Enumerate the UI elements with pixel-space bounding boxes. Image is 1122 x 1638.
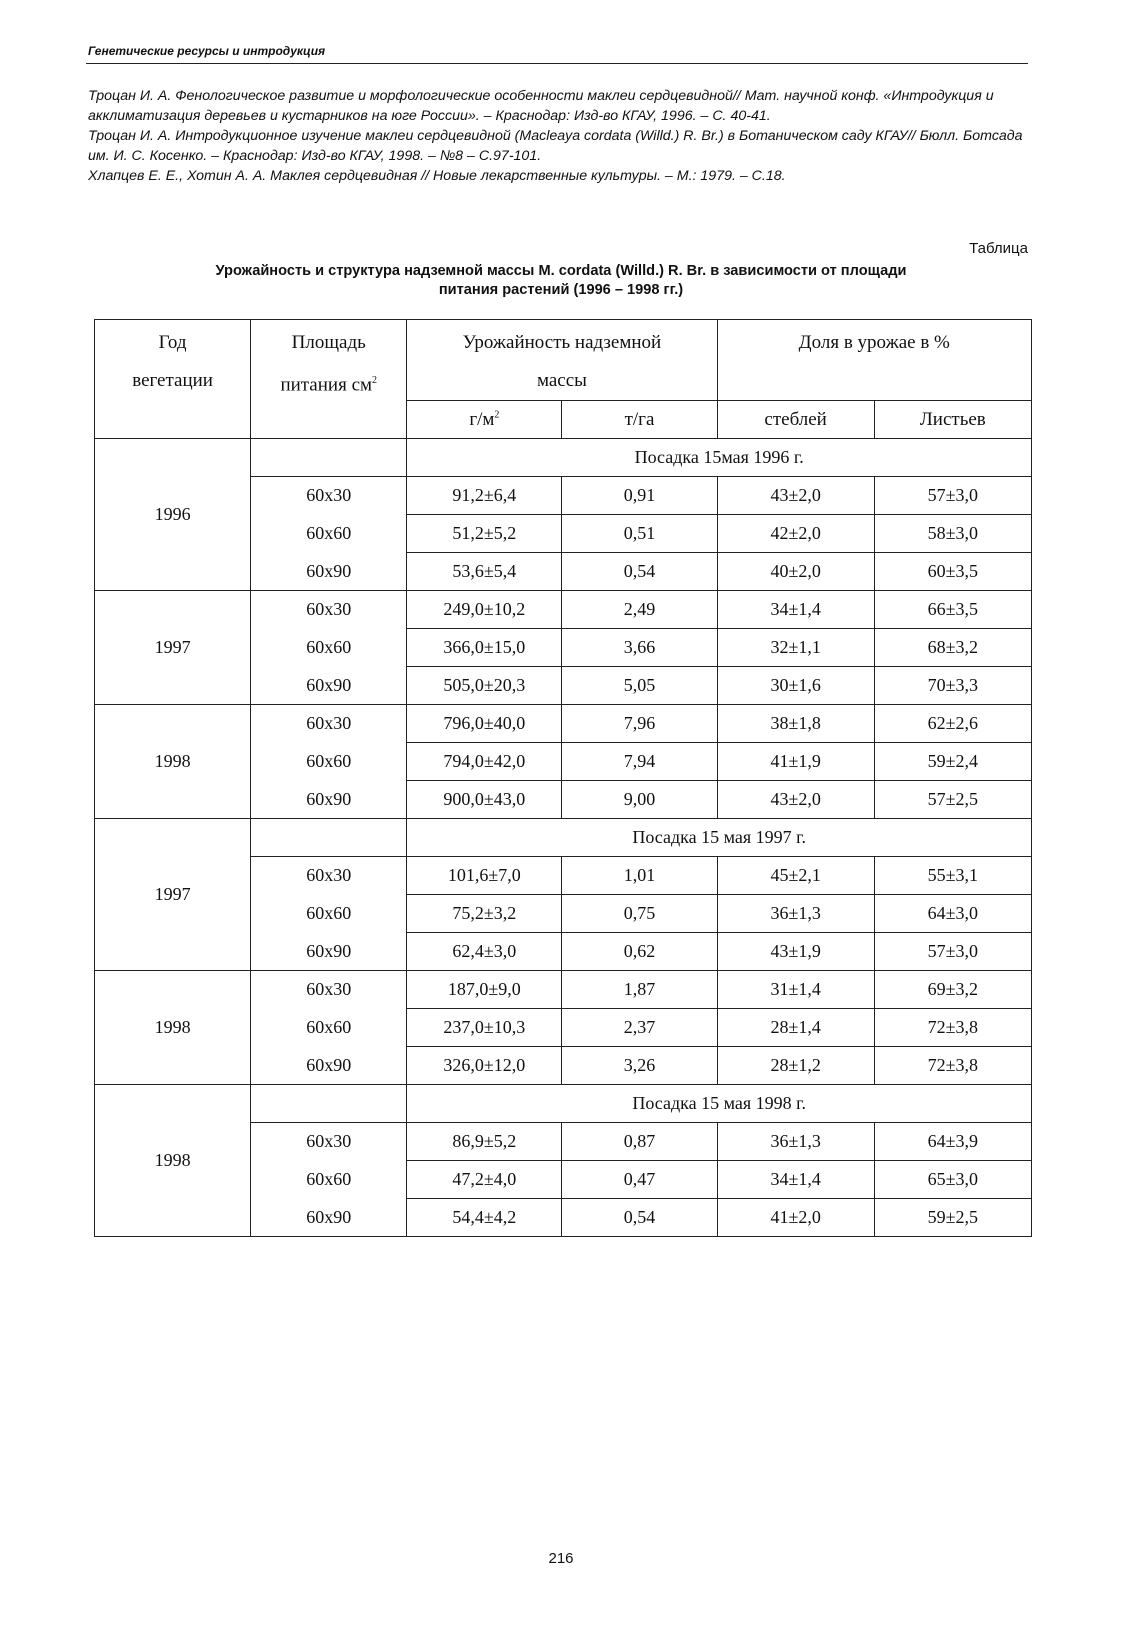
leaves-share-cell: 57±2,5 xyxy=(874,781,1031,819)
area-cell: 60x30 xyxy=(251,591,407,629)
stems-share-cell: 43±1,9 xyxy=(717,933,874,971)
area-cell: 60x90 xyxy=(251,553,407,591)
leaves-share-cell: 60±3,5 xyxy=(874,553,1031,591)
yield-tha-cell: 3,26 xyxy=(562,1047,717,1085)
leaves-share-cell: 59±2,4 xyxy=(874,743,1031,781)
stems-share-cell: 30±1,6 xyxy=(717,667,874,705)
table-row xyxy=(95,705,1032,743)
yield-gm2-cell: 47,2±4,0 xyxy=(407,1161,562,1199)
header-t-ha: т/га xyxy=(562,401,717,439)
leaves-share-cell: 58±3,0 xyxy=(874,515,1031,553)
year-cell: 1997 xyxy=(95,819,251,971)
stems-share-cell: 43±2,0 xyxy=(717,477,874,515)
year-cell: 1996 xyxy=(95,439,251,591)
yield-tha-cell: 7,96 xyxy=(562,705,717,743)
area-cell-empty xyxy=(251,1085,407,1123)
header-area xyxy=(251,320,407,439)
header-text: Год xyxy=(158,332,187,353)
yield-tha-cell: 1,87 xyxy=(562,971,717,1009)
reference-item: Троцан И. А. Интродукционное изучение маклеи сердцевидной (Macleaya cordata (Willd.) R. Br.) в Ботаническом саду КГАУ// Бюлл. Ботсада им. И. С. Косенко. – Краснодар: Изд-во КГАУ, 1998. – №8 – С.97-101. xyxy=(88,128,1023,164)
planting-row xyxy=(95,819,1032,857)
header-g-m2 xyxy=(407,401,562,439)
yield-tha-cell: 0,47 xyxy=(562,1161,717,1199)
year-cell: 1998 xyxy=(95,971,251,1085)
planting-label: Посадка 15 мая 1998 г. xyxy=(407,1085,1032,1123)
stems-share-cell: 36±1,3 xyxy=(717,895,874,933)
area-cell: 60x30 xyxy=(251,1123,407,1161)
header-year xyxy=(95,320,251,439)
planting-row xyxy=(95,439,1032,477)
stems-share-cell: 42±2,0 xyxy=(717,515,874,553)
leaves-share-cell: 57±3,0 xyxy=(874,933,1031,971)
yield-gm2-cell: 62,4±3,0 xyxy=(407,933,562,971)
yield-tha-cell: 0,51 xyxy=(562,515,717,553)
yield-gm2-cell: 91,2±6,4 xyxy=(407,477,562,515)
reference-item: Хлапцев Е. Е., Хотин А. А. Маклея сердцевидная // Новые лекарственные культуры. – М.: 1979. – С.18. xyxy=(88,168,786,184)
yield-gm2-cell: 54,4±4,2 xyxy=(407,1199,562,1237)
header-share xyxy=(717,320,1031,401)
header-text: массы xyxy=(536,370,587,391)
header-text xyxy=(251,362,406,404)
stems-share-cell: 36±1,3 xyxy=(717,1123,874,1161)
stems-share-cell: 34±1,4 xyxy=(717,591,874,629)
leaves-share-cell: 65±3,0 xyxy=(874,1161,1031,1199)
stems-share-cell: 28±1,4 xyxy=(717,1009,874,1047)
yield-gm2-cell: 326,0±12,0 xyxy=(407,1047,562,1085)
area-cell: 60x30 xyxy=(251,857,407,895)
stems-share-cell: 41±2,0 xyxy=(717,1199,874,1237)
yield-gm2-cell: 75,2±3,2 xyxy=(407,895,562,933)
stems-share-cell: 38±1,8 xyxy=(717,705,874,743)
area-cell-empty xyxy=(251,439,407,477)
yield-gm2-cell: 237,0±10,3 xyxy=(407,1009,562,1047)
area-cell: 60x60 xyxy=(251,1161,407,1199)
leaves-share-cell: 66±3,5 xyxy=(874,591,1031,629)
yield-tha-cell: 0,62 xyxy=(562,933,717,971)
planting-label: Посадка 15мая 1996 г. xyxy=(407,439,1032,477)
yield-tha-cell: 1,01 xyxy=(562,857,717,895)
stems-share-cell: 40±2,0 xyxy=(717,553,874,591)
table-row xyxy=(95,971,1032,1009)
yield-table xyxy=(94,319,1032,1237)
planting-label: Посадка 15 мая 1997 г. xyxy=(407,819,1032,857)
yield-gm2-cell: 505,0±20,3 xyxy=(407,667,562,705)
header-stems: стеблей xyxy=(717,401,874,439)
area-cell: 60x90 xyxy=(251,1199,407,1237)
yield-gm2-cell: 900,0±43,0 xyxy=(407,781,562,819)
stems-share-cell: 41±1,9 xyxy=(717,743,874,781)
yield-gm2-cell: 366,0±15,0 xyxy=(407,629,562,667)
leaves-share-cell: 59±2,5 xyxy=(874,1199,1031,1237)
area-cell: 60x90 xyxy=(251,933,407,971)
caption-line: питания растений (1996 – 1998 гг.) xyxy=(438,282,684,298)
header-leaves: Листьев xyxy=(874,401,1031,439)
header-yield xyxy=(407,320,717,401)
header-rule xyxy=(86,63,1028,64)
yield-table-body xyxy=(95,320,1032,1237)
yield-tha-cell: 2,37 xyxy=(562,1009,717,1047)
stems-share-cell: 28±1,2 xyxy=(717,1047,874,1085)
page-number: 216 xyxy=(548,1550,574,1567)
header-text: вегетации xyxy=(132,370,213,391)
header-text: г/м xyxy=(469,408,495,430)
area-cell: 60x60 xyxy=(251,515,407,553)
table-caption xyxy=(94,262,1028,300)
header-text: Площадь xyxy=(291,332,366,353)
header-text: Урожайность надземной xyxy=(462,332,662,353)
reference-item: Троцан И. А. Фенологическое развитие и морфологические особенности маклеи сердцевидной// Мат. научной конф. «Интродукция и акклиматизация деревьев и кустарников на юге России». – Краснодар: Изд-во КГАУ, 1996. – С. 40-41. xyxy=(88,88,994,124)
yield-gm2-cell: 51,2±5,2 xyxy=(407,515,562,553)
superscript: 2 xyxy=(494,409,500,421)
superscript: 2 xyxy=(372,375,378,386)
yield-tha-cell: 0,54 xyxy=(562,553,717,591)
area-cell: 60x60 xyxy=(251,1009,407,1047)
leaves-share-cell: 55±3,1 xyxy=(874,857,1031,895)
yield-gm2-cell: 249,0±10,2 xyxy=(407,591,562,629)
area-cell: 60x30 xyxy=(251,971,407,1009)
leaves-share-cell: 72±3,8 xyxy=(874,1009,1031,1047)
table-row xyxy=(95,591,1032,629)
year-cell: 1998 xyxy=(95,1085,251,1237)
stems-share-cell: 32±1,1 xyxy=(717,629,874,667)
area-cell: 60x90 xyxy=(251,1047,407,1085)
yield-tha-cell: 0,91 xyxy=(562,477,717,515)
table-header-row xyxy=(95,320,1032,401)
stems-share-cell: 31±1,4 xyxy=(717,971,874,1009)
yield-tha-cell: 0,75 xyxy=(562,895,717,933)
area-cell: 60x90 xyxy=(251,781,407,819)
header-text: Доля в урожае в % xyxy=(798,332,950,353)
area-cell-empty xyxy=(251,819,407,857)
area-cell: 60x60 xyxy=(251,895,407,933)
area-cell: 60x30 xyxy=(251,477,407,515)
leaves-share-cell: 57±3,0 xyxy=(874,477,1031,515)
yield-tha-cell: 7,94 xyxy=(562,743,717,781)
leaves-share-cell: 68±3,2 xyxy=(874,629,1031,667)
yield-tha-cell: 5,05 xyxy=(562,667,717,705)
header-text: питания см xyxy=(280,374,373,396)
leaves-share-cell: 62±2,6 xyxy=(874,705,1031,743)
year-cell: 1998 xyxy=(95,705,251,819)
area-cell: 60x60 xyxy=(251,743,407,781)
stems-share-cell: 43±2,0 xyxy=(717,781,874,819)
yield-gm2-cell: 86,9±5,2 xyxy=(407,1123,562,1161)
area-cell: 60x60 xyxy=(251,629,407,667)
area-cell: 60x30 xyxy=(251,705,407,743)
references xyxy=(88,86,1030,186)
yield-gm2-cell: 187,0±9,0 xyxy=(407,971,562,1009)
area-cell: 60x90 xyxy=(251,667,407,705)
stems-share-cell: 34±1,4 xyxy=(717,1161,874,1199)
leaves-share-cell: 72±3,8 xyxy=(874,1047,1031,1085)
planting-row xyxy=(95,1085,1032,1123)
leaves-share-cell: 64±3,9 xyxy=(874,1123,1031,1161)
caption-line: Урожайность и структура надземной массы M. cordata (Willd.) R. Br. в зависимости от площади xyxy=(215,263,907,279)
running-head: Генетические ресурсы и интродукция xyxy=(88,44,326,58)
yield-tha-cell: 0,87 xyxy=(562,1123,717,1161)
yield-gm2-cell: 796,0±40,0 xyxy=(407,705,562,743)
yield-gm2-cell: 794,0±42,0 xyxy=(407,743,562,781)
leaves-share-cell: 69±3,2 xyxy=(874,971,1031,1009)
yield-tha-cell: 3,66 xyxy=(562,629,717,667)
yield-gm2-cell: 101,6±7,0 xyxy=(407,857,562,895)
leaves-share-cell: 64±3,0 xyxy=(874,895,1031,933)
yield-gm2-cell: 53,6±5,4 xyxy=(407,553,562,591)
yield-tha-cell: 0,54 xyxy=(562,1199,717,1237)
yield-tha-cell: 2,49 xyxy=(562,591,717,629)
leaves-share-cell: 70±3,3 xyxy=(874,667,1031,705)
table-label: Таблица xyxy=(969,240,1028,257)
stems-share-cell: 45±2,1 xyxy=(717,857,874,895)
year-cell: 1997 xyxy=(95,591,251,705)
yield-tha-cell: 9,00 xyxy=(562,781,717,819)
